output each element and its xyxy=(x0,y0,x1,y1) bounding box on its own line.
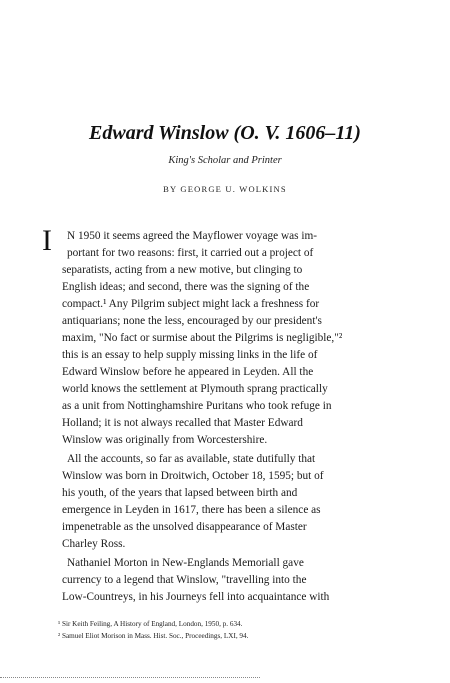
body-line: N 1950 it seems agreed the Mayflower voyage was im- xyxy=(67,230,318,242)
footnote-2: ² Samuel Eliot Morison in Mass. Hist. Soc., Proceedings, LXI, 94. xyxy=(58,632,249,640)
scan-edge-mark xyxy=(0,677,260,680)
body-line: emergence in Leyden in 1617, there has been a silence as xyxy=(62,504,321,516)
drop-cap: I xyxy=(42,224,52,257)
body-line: portant for two reasons: first, it carried out a project of xyxy=(67,247,314,259)
body-line: this is an essay to help supply missing links in the life of xyxy=(62,349,318,361)
article-subtitle: King's Scholar and Printer xyxy=(168,155,282,166)
body-line: currency to a legend that Winslow, "travelling into the xyxy=(62,574,307,586)
body-line: his youth, of the years that lapsed between birth and xyxy=(62,487,298,499)
body-line: Edward Winslow before he appeared in Leyden. All the xyxy=(62,366,314,378)
article-title: Edward Winslow (O. V. 1606–11) xyxy=(89,122,361,144)
body-line: Charley Ross. xyxy=(62,538,126,550)
body-line: Winslow was originally from Worcestershire. xyxy=(62,434,268,446)
article-byline: BY GEORGE U. WOLKINS xyxy=(163,184,287,194)
body-line: impenetrable as the unsolved disappearance of Master xyxy=(62,521,307,533)
body-line: world knows the settlement at Plymouth sprang practically xyxy=(62,383,328,395)
body-line: All the accounts, so far as available, state dutifully that xyxy=(67,453,316,465)
body-line: Nathaniel Morton in New-Englands Memoriall gave xyxy=(67,557,304,569)
body-line: compact.¹ Any Pilgrim subject might lack a freshness for xyxy=(62,298,320,310)
body-line: English ideas; and second, there was the signing of the xyxy=(62,281,310,293)
body-line: Winslow was born in Droitwich, October 18, 1595; but of xyxy=(62,470,324,482)
body-line: maxim, "No fact or surmise about the Pilgrims is negligible,"² xyxy=(62,332,343,344)
body-line: separatists, acting from a new motive, but clinging to xyxy=(62,264,303,276)
footnote-1: ¹ Sir Keith Feiling, A History of England, London, 1950, p. 634. xyxy=(58,620,243,628)
body-line: antiquarians; none the less, encouraged by our president's xyxy=(62,315,322,327)
body-line: Holland; it is not always recalled that Master Edward xyxy=(62,417,303,429)
body-line: as a unit from Nottinghamshire Puritans who took refuge in xyxy=(62,400,332,412)
body-line: Low-Countreys, in his Journeys fell into acquaintance with xyxy=(62,591,330,603)
